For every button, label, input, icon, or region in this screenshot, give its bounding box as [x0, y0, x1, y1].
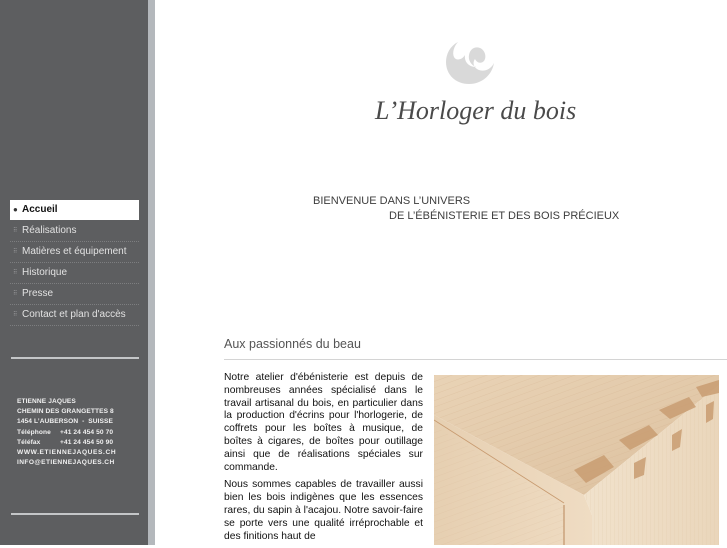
contact-name: ETIENNE JAQUES	[17, 398, 76, 405]
grip-dots-icon: ⠿	[13, 312, 18, 318]
contact-email-link[interactable]: INFO@ETIENNEJAQUES.CH	[17, 459, 115, 467]
nav-item-presse[interactable]: ⠿ Presse	[10, 284, 139, 305]
contact-city: 1454 L’AUBERSON - SUISSE	[17, 418, 114, 426]
grip-dots-icon: ⠿	[13, 270, 18, 276]
bullet-icon: ●	[13, 205, 18, 214]
wooden-box-photo	[434, 375, 719, 545]
main-nav	[10, 200, 139, 326]
nav-item-accueil[interactable]: ● Accueil	[10, 200, 139, 221]
quote-moon-icon	[444, 36, 496, 84]
grip-dots-icon: ⠿	[13, 228, 18, 234]
contact-phone: Téléphone +41 24 454 50 70	[17, 428, 114, 436]
wood-box-illustration	[434, 375, 719, 545]
article-divider	[224, 359, 727, 360]
sidebar-divider-top	[11, 357, 139, 359]
nav-item-matieres[interactable]: ⠿ Matières et équipement	[10, 242, 139, 263]
grip-dots-icon: ⠿	[13, 249, 18, 255]
sidebar-divider-bottom	[11, 513, 139, 515]
nav-item-historique[interactable]: ⠿ Historique	[10, 263, 139, 284]
article-title: Aux passionnés du beau	[224, 337, 361, 351]
article-body	[224, 372, 423, 548]
site-title: L’Horloger du bois	[375, 96, 577, 125]
contact-block	[17, 397, 116, 468]
sidebar-edge	[148, 0, 155, 545]
contact-website-link[interactable]: WWW.ETIENNEJAQUES.CH	[17, 449, 117, 457]
nav-item-realisations[interactable]: ⠿ Réalisations	[10, 221, 139, 242]
nav-item-contact[interactable]: ⠿ Contact et plan d'accès	[10, 305, 139, 326]
grip-dots-icon: ⠿	[13, 291, 18, 297]
welcome-line-2: DE L’ÉBÉNISTERIE ET DES BOIS PRÉCIEUX	[389, 210, 620, 222]
sidebar	[0, 0, 148, 545]
welcome-heading	[313, 194, 619, 224]
contact-fax: Téléfax +41 24 454 50 90	[17, 438, 114, 446]
contact-street: CHEMIN DES GRANGETTES 8	[17, 408, 114, 416]
article-paragraph-2: Nous sommes capables de travailler aussi bien les bois indigènes que les essences rares, du sapin à l'acajou. Notre savoir-faire se porte vers une qualité irréprochable et des finitions haut de	[224, 479, 423, 542]
article-paragraph-1: Notre atelier d'ébénisterie est depuis de nombreuses années spécialisé dans le travail artisanal du bois, en particulier dans la production d'écrins pour l'horlogerie, de coffrets pour les boîtes à musique, de boîtes à cigares, de boîtes pour outillage ainsi que de réalisations spéciales sur commande.	[224, 372, 423, 473]
welcome-line-1: BIENVENUE DANS L’UNIVERS	[313, 195, 471, 207]
